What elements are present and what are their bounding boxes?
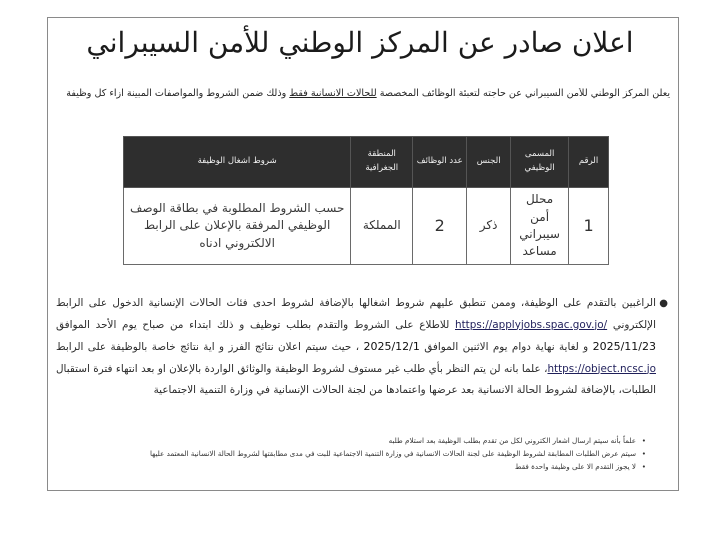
notes-list <box>80 434 646 473</box>
apply-jobs-link[interactable]: https://applyjobs.spac.gov.jo/ <box>455 318 608 331</box>
col-header-gender: الجنس <box>467 137 511 188</box>
bullet-icon: • <box>641 462 646 471</box>
note-text: سيتم عرض الطلبات المطابقة لشروط الوظيفة على لجنة الحالات الانسانية في وزارة التنمية الاجتماعية للبت في مدى مطابقتها لشروط الحالة الانسانية المعتمد عليها <box>149 449 636 458</box>
table-header-row <box>124 137 609 188</box>
table-row <box>124 188 609 265</box>
col-header-count: عدد الوظائف <box>413 137 467 188</box>
cell-count: 2 <box>413 188 467 265</box>
intro-part-2: وذلك ضمن الشروط والمواصفات المبينة ازاء كل وظيفة <box>66 88 290 99</box>
announcement-title: اعلان صادر عن المركز الوطني للأمن السيبراني <box>86 26 634 59</box>
jobs-table <box>123 136 609 265</box>
list-item <box>80 447 646 460</box>
note-text: لا يجوز التقدم الا على وظيفة واحدة فقط <box>514 462 636 471</box>
start-date: 2025/11/23 <box>592 340 656 353</box>
instructions-text-4: ، حيث سيتم اعلان نتائج الفرز و اية نتائج خاصة بالوظيفة على الرابط <box>56 341 364 353</box>
cell-region: المملكة <box>351 188 413 265</box>
instructions-text-1: الراغبين بالتقدم على الوظيفة، وممن تنطبق عليهم شروط اشغالها بالإضافة لشروط احدى فئات الحالات الإنسانية الدخول على الرابط الإلكتروني <box>56 297 656 331</box>
instructions-text-5: ، علما بانه لن يتم النظر بأي طلب غير مستوف لشروط الوظيفة والوثائق الواردة بالإعلان او بعد انتهاء فترة استقبال الطلبات، بالإضافة لشروط الحالة الانسانية بعد عرضها واعتمادها من لجنة الحالات الإنسانية في وزارة التنمية الاجتماعية <box>56 362 656 396</box>
col-header-num: الرقم <box>569 137 609 188</box>
results-link[interactable]: https://object.ncsc.jo <box>547 362 656 375</box>
application-instructions <box>56 293 668 402</box>
instructions-text-2: للاطلاع على الشروط والتقدم بطلب توظيف و ذلك ابتداء من صباح يوم الأحد الموافق <box>56 318 455 331</box>
bullet-icon: ● <box>659 298 668 309</box>
col-header-title: المسمى الوظيفي <box>511 137 569 188</box>
note-text: علماً بأنه سيتم ارسال اشعار الكتروني لكل من تقدم بطلب الوظيفة بعد استلام طلبه <box>388 436 636 445</box>
intro-text <box>50 88 670 99</box>
cell-num: 1 <box>569 188 609 265</box>
intro-underlined: للحالات الانسانية فقط <box>289 88 377 99</box>
bullet-icon: • <box>641 436 646 445</box>
intro-part-1: يعلن المركز الوطني للأمن السيبراني عن حاجته لتعبئة الوظائف المخصصة <box>376 88 670 99</box>
col-header-conditions: شروط اشغال الوظيفة <box>124 137 351 188</box>
cell-gender: ذكر <box>467 188 511 265</box>
cell-title: محلل أمن سيبراني مساعد <box>511 188 569 265</box>
instructions-text-3: و لغاية نهاية دوام يوم الاثنين الموافق <box>419 341 593 353</box>
bullet-icon: • <box>641 449 646 458</box>
end-date: 2025/12/1 <box>363 340 420 353</box>
list-item <box>80 460 646 473</box>
cell-conditions: حسب الشروط المطلوبة في بطاقة الوصف الوظيفي المرفقة بالإعلان على الرابط الالكتروني ادناه <box>124 188 351 265</box>
col-header-region: المنطقة الجغرافية <box>351 137 413 188</box>
list-item <box>80 434 646 447</box>
